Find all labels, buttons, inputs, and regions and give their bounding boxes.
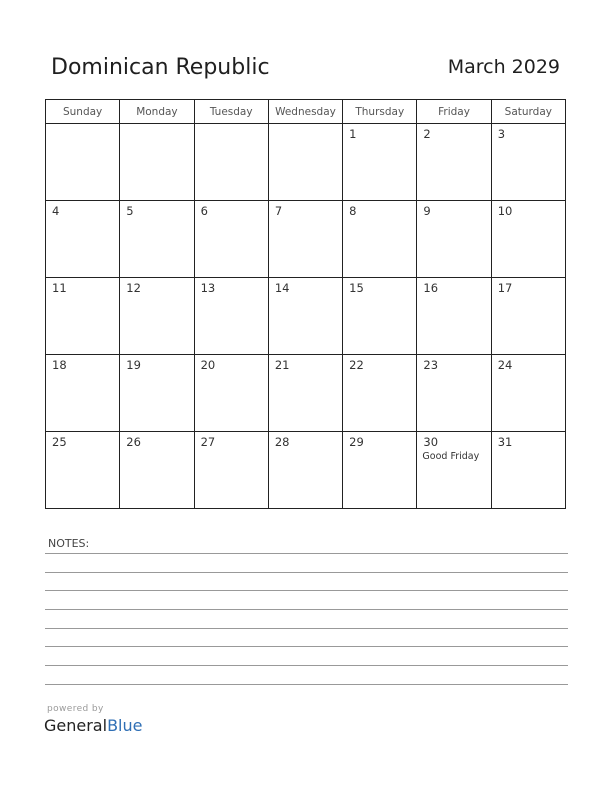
day-number: 27	[200, 435, 216, 449]
weekday-monday: Monday	[120, 100, 194, 124]
day-number: 5	[126, 204, 134, 218]
day-number: 6	[200, 204, 208, 218]
weekday-sunday: Sunday	[46, 100, 120, 124]
day-number: 1	[349, 127, 357, 141]
day-cell	[491, 355, 565, 432]
brand-general: General	[44, 716, 108, 735]
weekday-header-row	[46, 100, 566, 124]
day-number: 22	[349, 358, 364, 372]
weekday-friday: Friday	[417, 100, 491, 124]
week-row	[46, 124, 566, 201]
day-cell	[417, 201, 491, 278]
day-cell	[194, 432, 268, 509]
notes-line	[45, 646, 568, 647]
day-cell	[343, 355, 417, 432]
calendar-grid	[45, 99, 566, 509]
notes-line	[45, 665, 568, 666]
day-cell	[46, 432, 120, 509]
day-cell	[194, 201, 268, 278]
day-cell	[417, 355, 491, 432]
day-cell	[491, 432, 565, 509]
notes-label: NOTES:	[48, 537, 90, 550]
day-cell	[491, 124, 565, 201]
day-number: 17	[497, 281, 513, 295]
day-number: 23	[423, 358, 439, 372]
day-number: 16	[423, 281, 439, 295]
generalblue-logo	[44, 716, 142, 735]
day-number: 30	[423, 435, 439, 449]
weekday-thursday: Thursday	[343, 100, 417, 124]
day-number: 7	[274, 204, 283, 218]
day-cell	[343, 278, 417, 355]
weekday-tuesday: Tuesday	[194, 100, 268, 124]
day-cell	[46, 124, 120, 201]
notes-line	[45, 572, 568, 573]
country-title: Dominican Republic	[51, 55, 270, 80]
weekday-wednesday: Wednesday	[268, 100, 342, 124]
day-cell	[343, 124, 417, 201]
day-cell	[268, 278, 342, 355]
holiday-label: Good Friday	[422, 451, 480, 462]
day-cell	[417, 124, 491, 201]
day-cell	[46, 355, 120, 432]
day-cell	[268, 432, 342, 509]
day-number: 21	[274, 358, 290, 372]
day-cell	[46, 201, 120, 278]
day-cell	[491, 201, 565, 278]
day-cell	[268, 201, 342, 278]
day-number: 31	[497, 435, 513, 449]
day-number: 28	[274, 435, 290, 449]
day-cell	[120, 124, 194, 201]
day-number: 18	[52, 358, 67, 372]
notes-line	[45, 609, 568, 610]
day-cell	[120, 355, 194, 432]
day-cell	[120, 278, 194, 355]
weekday-saturday: Saturday	[491, 100, 565, 124]
week-row	[46, 201, 566, 278]
month-year-title: March 2029	[447, 56, 560, 78]
day-cell	[194, 278, 268, 355]
day-cell	[417, 278, 491, 355]
day-number: 11	[52, 281, 67, 295]
day-number: 3	[497, 127, 506, 141]
day-cell	[268, 124, 342, 201]
week-row	[46, 278, 566, 355]
day-cell	[343, 201, 417, 278]
day-number: 8	[349, 204, 357, 218]
notes-line	[45, 628, 568, 629]
brand-blue: Blue	[107, 716, 143, 735]
day-number: 20	[200, 358, 216, 372]
day-cell	[194, 355, 268, 432]
day-cell	[120, 201, 194, 278]
day-number: 9	[423, 204, 431, 218]
day-cell	[343, 432, 417, 509]
day-number: 26	[126, 435, 141, 449]
day-number: 24	[497, 358, 513, 372]
day-number: 12	[126, 281, 141, 295]
week-row	[46, 432, 566, 509]
day-number: 29	[349, 435, 364, 449]
day-number: 19	[126, 358, 141, 372]
day-number: 10	[497, 204, 513, 218]
notes-line	[45, 684, 568, 685]
notes-line	[45, 553, 568, 554]
day-cell	[268, 355, 342, 432]
day-number: 4	[52, 204, 60, 218]
day-cell	[194, 124, 268, 201]
day-cell-holiday	[417, 432, 491, 509]
day-number: 25	[52, 435, 67, 449]
powered-by-text: powered by	[47, 704, 104, 714]
day-number: 14	[274, 281, 290, 295]
day-cell	[120, 432, 194, 509]
week-row	[46, 355, 566, 432]
day-cell	[46, 278, 120, 355]
day-cell	[491, 278, 565, 355]
day-number: 13	[200, 281, 216, 295]
day-number: 2	[423, 127, 431, 141]
notes-line	[45, 590, 568, 591]
day-number: 15	[349, 281, 364, 295]
